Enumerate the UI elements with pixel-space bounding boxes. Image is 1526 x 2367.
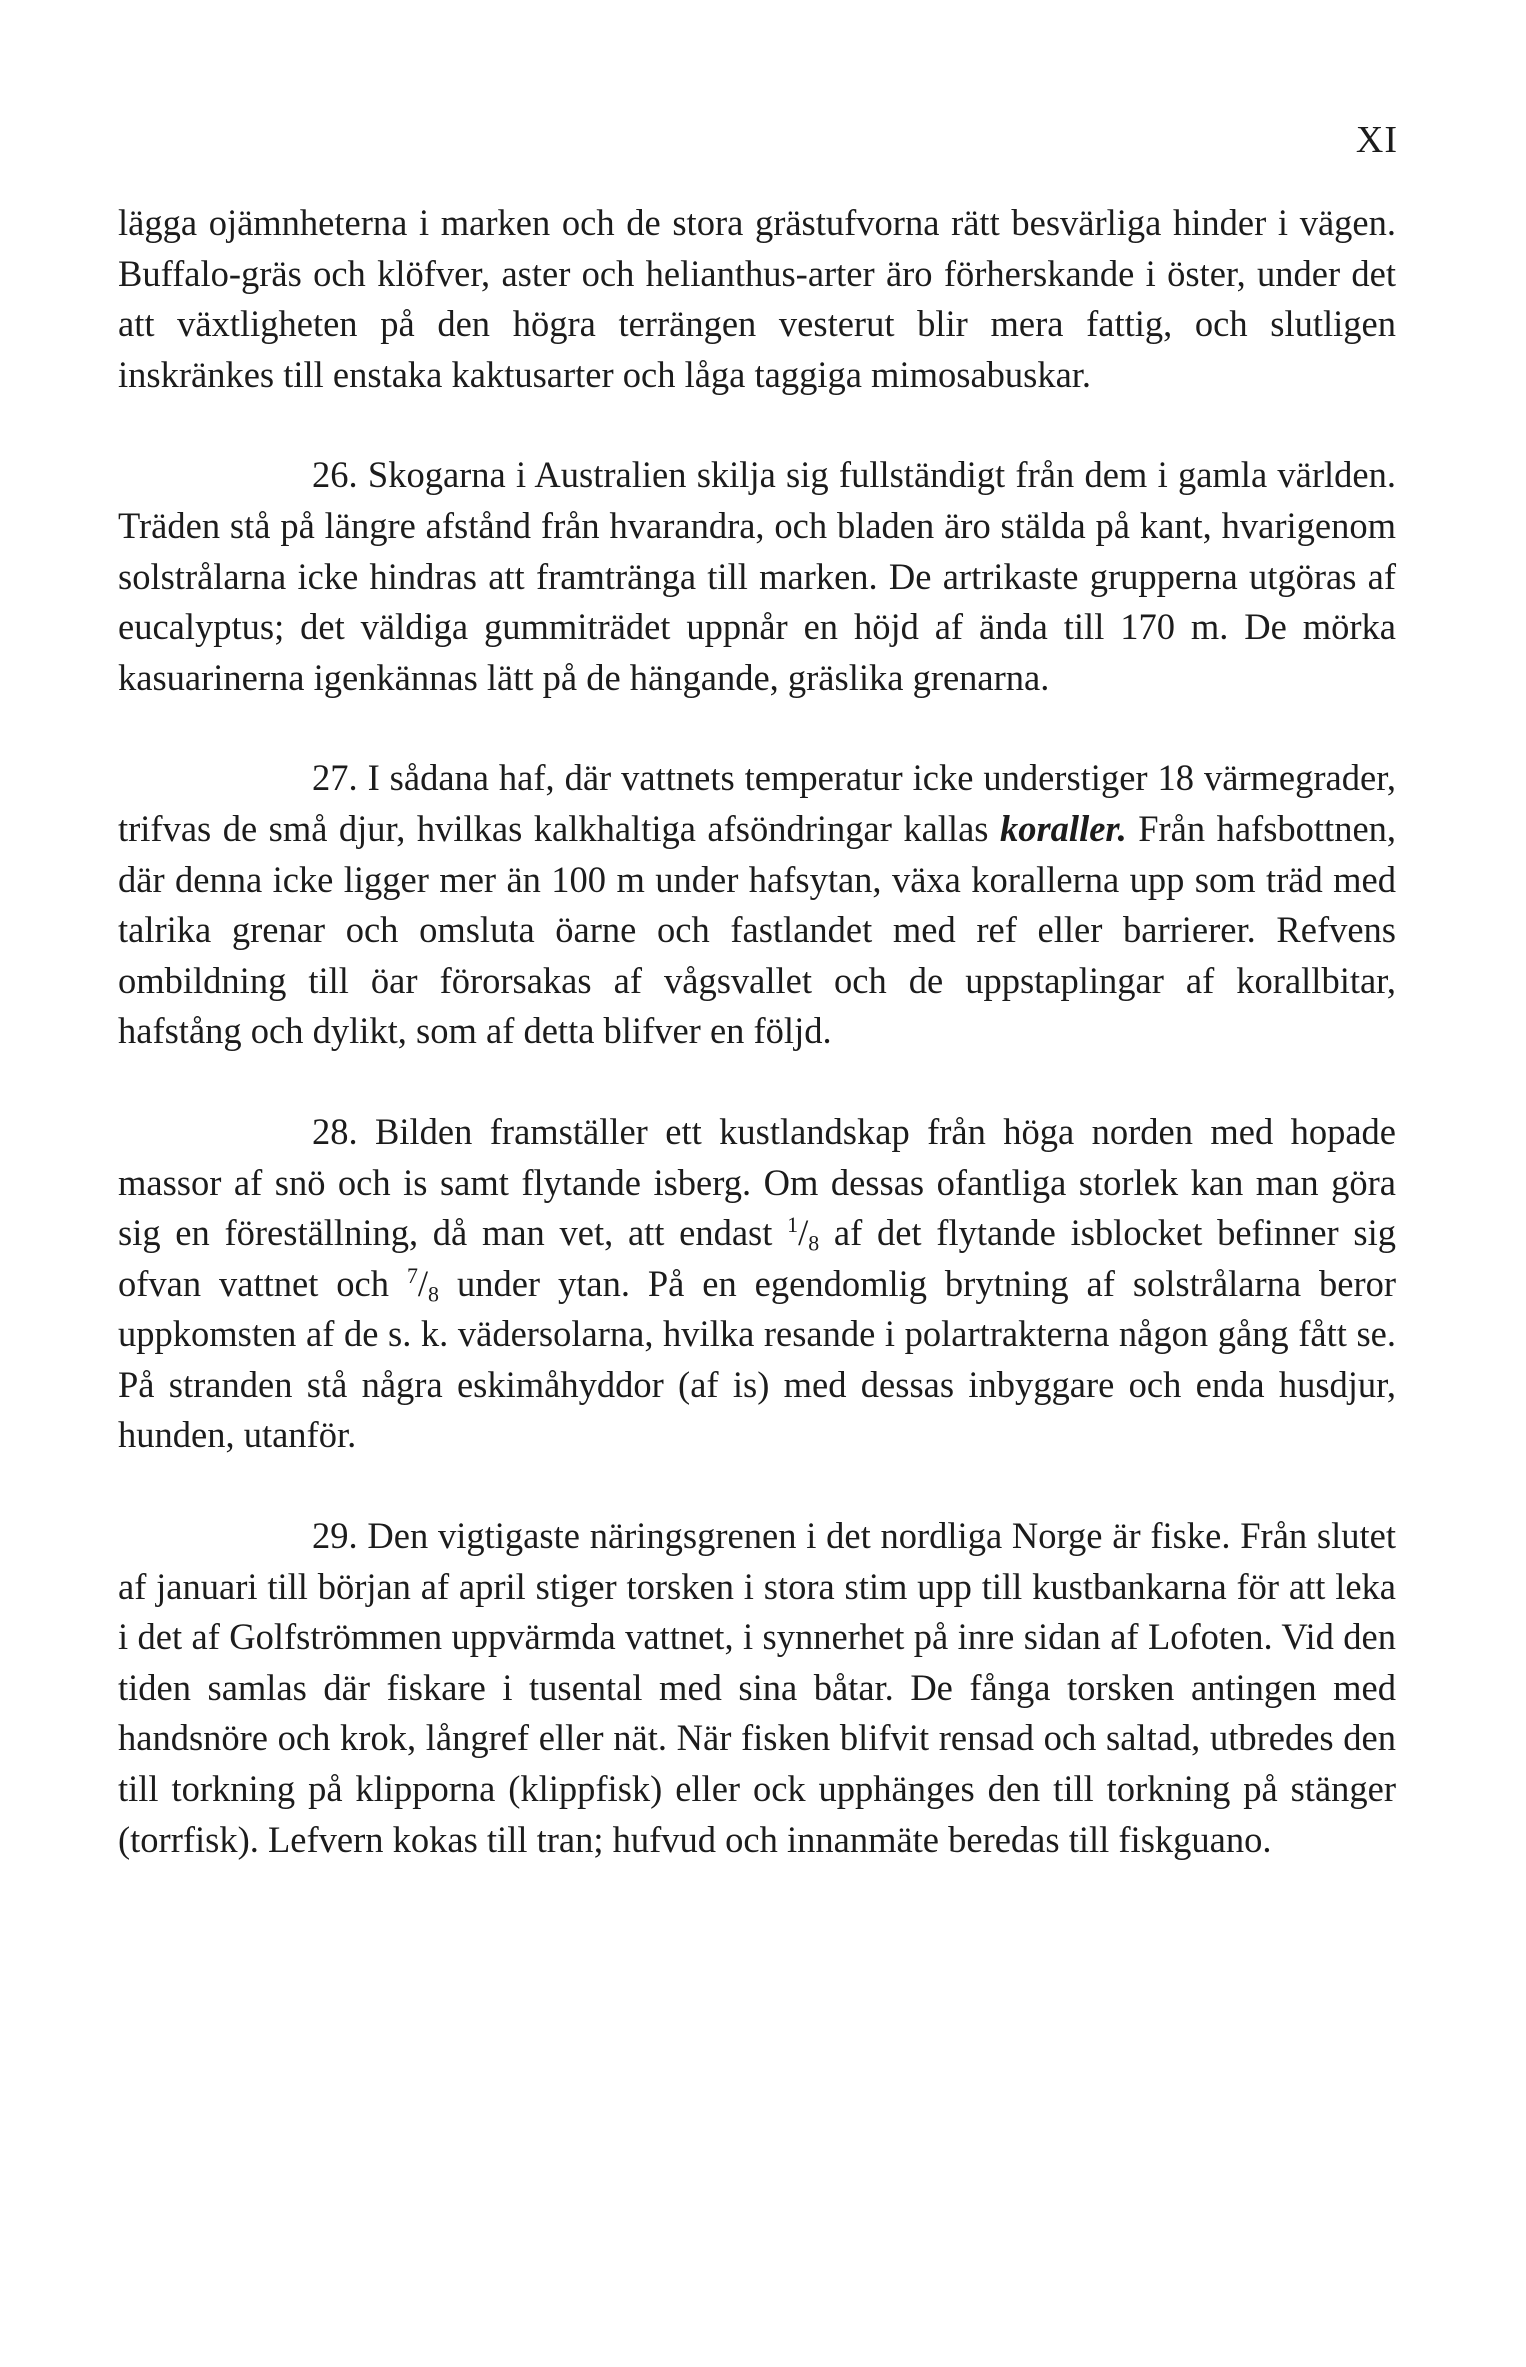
paragraph-text: Den vigtigaste näringsgrenen i det nordliga Norge är fiske. Från slutet af januari till början af april stiger torsken i stora stim upp till kustbankarna för att leka i det af Golfströmmen uppvärmda vattnet, i synnerhet på inre sidan af Lofoten. Vid den tiden samlas där fiskare i tusental med sina båtar. De fånga torsken antingen med handsnöre och krok, långref eller nät. När fisken blifvit rensad och saltad, utbredes den till torkning på klipporna (klippfisk) eller ock upphänges den till torkning på stänger (torrfisk). Lefvern kokas till tran; hufvud och innanmäte beredas till fiskguano.: [118, 1515, 1396, 1860]
paragraph-text: under ytan. På en egendomlig brytning af solstrålarna beror uppkomsten af de s. k. vädersolarna, hvilka resande i polartrakterna någon gång fått se. På stranden stå några eskimåhyddor (af is) med dessas inbyggare och enda husdjur, hunden, utanför.: [118, 1262, 1397, 1456]
paragraph-27: [118, 753, 1396, 1057]
emphasized-term: koraller.: [999, 807, 1127, 849]
paragraph-28: [118, 1107, 1396, 1461]
paragraph-text: Från hafsbottnen, där denna icke ligger mer än 100 m under hafsytan, växa korallerna upp som träd med talrika grenar och omsluta öarne och fastlandet med ref eller barrierer. Refvens ombildning till öar förorsakas af vågsvallet och de uppstaplingar af korallbitar, hafstång och dylikt, som af detta blifver en följd.: [118, 807, 1397, 1052]
paragraph-number: 29.: [312, 1515, 358, 1557]
paragraph-number: 28.: [312, 1110, 358, 1152]
paragraph-26: [118, 450, 1396, 703]
paragraph-29: [118, 1511, 1396, 1865]
paragraph-text: I sådana haf, där vattnets temperatur icke understiger 18 värmegrader, trifvas de små djur, hvilkas kalkhaltiga afsöndringar kallas: [118, 757, 1397, 849]
body-text: [118, 198, 1396, 1865]
paragraph-text: lägga ojämnheterna i marken och de stora grästufvorna rätt besvärliga hinder i vägen. Buffalo-gräs och klöfver, aster och helianthus-arter äro förherskande i öster, under det att växtligheten på den högra terrängen vesterut blir mera fattig, och slutligen inskränkes till enstaka kaktusarter och låga taggiga mimosabuskar.: [118, 202, 1396, 395]
paragraph-number: 27.: [312, 757, 358, 799]
paragraph-text: Bilden framställer ett kustlandskap från höga norden med hopade massor af snö och is samt flytande isberg. Om dessas ofantliga storlek kan man göra sig en föreställning, då man vet, att endast: [118, 1110, 1397, 1254]
paragraph-text: af det flytande isblocket befinner sig ofvan vattnet och: [118, 1212, 1396, 1304]
paragraph-number: 26.: [312, 454, 358, 496]
fraction-seven-eighths: $^7/_8$: [406, 1262, 439, 1307]
paragraph-continued: [118, 198, 1396, 400]
paragraph-text: Skogarna i Australien skilja sig fullständigt från dem i gamla världen. Träden stå på längre afstånd från hvarandra, och bladen äro stälda på kant, hvarigenom solstrålarna icke hindras att framtränga till marken. De artrikaste grupperna utgöras af eucalyptus; det väldiga gummiträdet uppnår en höjd af ända till 170 m. De mörka kasuarinerna igenkännas lätt på de hängande, gräslika grenarna.: [118, 454, 1396, 698]
page-number: XI: [1355, 119, 1398, 161]
fraction-one-eighth: $^1/_8$: [787, 1211, 820, 1256]
